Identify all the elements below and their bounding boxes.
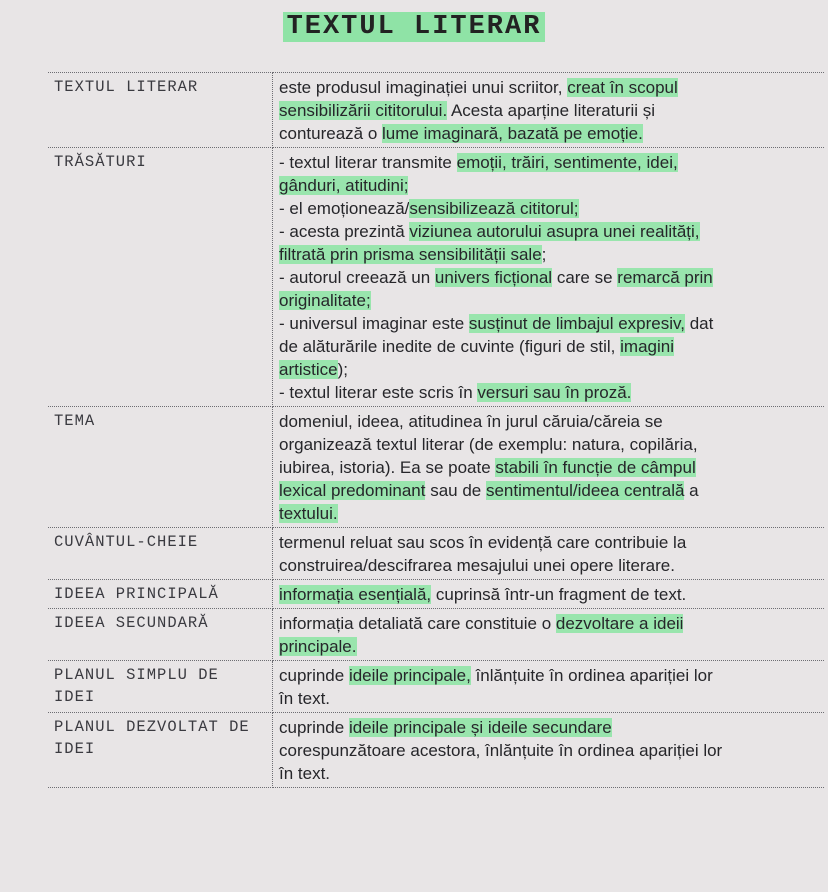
term-cell: TEXTUL LITERAR	[48, 73, 273, 148]
term-cell: TRĂSĂTURI	[48, 148, 273, 407]
table-row	[48, 661, 824, 713]
highlighted-text: principale.	[279, 637, 357, 656]
highlighted-text: stabili în funcție de câmpul	[495, 458, 696, 477]
text-segment: - textul literar este scris în	[279, 383, 478, 402]
text-segment: - textul literar transmite	[279, 153, 457, 172]
highlighted-text: susținut de limbajul expresiv,	[468, 314, 685, 333]
definition-cell	[273, 148, 825, 407]
definition-line	[279, 174, 820, 197]
definition-line	[279, 502, 820, 525]
definition-line	[279, 479, 820, 502]
text-segment: Acesta aparține literaturii și	[447, 101, 656, 120]
definition-line	[279, 716, 820, 739]
definition-line	[279, 433, 820, 456]
text-segment: - el emoționează/	[279, 199, 410, 218]
table-row	[48, 580, 824, 609]
highlighted-text: dezvoltare a ideii	[555, 614, 684, 633]
term-cell: PLANUL SIMPLU DE IDEI	[48, 661, 273, 713]
highlighted-text: textului.	[279, 504, 338, 523]
text-segment: - universul imaginar este	[279, 314, 469, 333]
definition-line	[279, 456, 820, 479]
text-segment: dat	[684, 314, 714, 333]
table-row	[48, 528, 824, 580]
definition-line	[279, 554, 820, 577]
table-row	[48, 148, 824, 407]
definition-line	[279, 335, 820, 358]
text-segment: construirea/descifrarea mesajului unei opere literare.	[279, 556, 675, 575]
definition-line	[279, 76, 820, 99]
highlighted-text: sentimentul/ideea centrală	[485, 481, 685, 500]
definition-line	[279, 762, 820, 785]
definition-line	[279, 197, 820, 220]
table-row	[48, 609, 824, 661]
definition-line	[279, 664, 820, 687]
text-segment: în text.	[279, 764, 331, 783]
text-segment: - acesta prezintă	[279, 222, 410, 241]
definition-line	[279, 220, 820, 243]
text-segment: care se	[552, 268, 618, 287]
definition-line	[279, 531, 820, 554]
definition-line	[279, 151, 820, 174]
term-cell: PLANUL DEZVOLTAT DE IDEI	[48, 713, 273, 788]
highlighted-text: filtrată prin prisma sensibilității sale	[279, 245, 542, 264]
definition-line	[279, 99, 820, 122]
text-segment: cuprinde	[279, 718, 349, 737]
text-segment: );	[337, 360, 348, 379]
definitions-table	[48, 72, 824, 788]
highlighted-text: remarcă prin	[617, 268, 713, 287]
definition-cell	[273, 661, 825, 713]
highlighted-text: ideile principale și ideile secundare	[348, 718, 612, 737]
definition-cell	[273, 580, 825, 609]
highlighted-text: lexical predominant	[279, 481, 426, 500]
term-cell: TEMA	[48, 407, 273, 528]
highlighted-text: univers ficțional	[434, 268, 553, 287]
text-segment: - autorul creează un	[279, 268, 435, 287]
definition-line	[279, 410, 820, 433]
definition-cell	[273, 407, 825, 528]
text-segment: sau de	[425, 481, 486, 500]
text-segment: înlănțuite în ordinea apariției lor	[470, 666, 713, 685]
text-segment: conturează o	[279, 124, 383, 143]
term-cell: CUVÂNTUL-CHEIE	[48, 528, 273, 580]
highlighted-text: ideile principale,	[348, 666, 471, 685]
definition-line	[279, 243, 820, 266]
definition-line	[279, 312, 820, 335]
text-segment: domeniul, ideea, atitudinea în jurul căruia/căreia se	[279, 412, 663, 431]
highlighted-text: sensibilizează cititorul;	[409, 199, 579, 218]
highlighted-text: lume imaginară, bazată pe emoție.	[382, 124, 643, 143]
title-text: TEXTUL LITERAR	[283, 12, 546, 42]
table-row	[48, 73, 824, 148]
definition-line	[279, 635, 820, 658]
highlighted-text: artistice	[279, 360, 338, 379]
definition-cell	[273, 528, 825, 580]
definition-line	[279, 381, 820, 404]
definition-line	[279, 358, 820, 381]
text-segment: iubirea, istoria). Ea se poate	[279, 458, 496, 477]
definition-cell	[273, 713, 825, 788]
highlighted-text: informația esențială,	[279, 585, 432, 604]
text-segment: este produsul imaginației unui scriitor,	[279, 78, 568, 97]
text-segment: a	[684, 481, 699, 500]
highlighted-text: imagini	[620, 337, 674, 356]
highlighted-text: versuri sau în proză.	[477, 383, 632, 402]
definition-line	[279, 289, 820, 312]
table-row	[48, 713, 824, 788]
highlighted-text: creat în scopul	[567, 78, 678, 97]
definition-cell	[273, 73, 825, 148]
text-segment: ;	[541, 245, 547, 264]
highlighted-text: emoții, trăiri, sentimente, idei,	[456, 153, 678, 172]
definition-line	[279, 583, 820, 606]
text-segment: informația detaliată care constituie o	[279, 614, 556, 633]
text-segment: corespunzătoare acestora, înlănțuite în ordinea apariției lor	[279, 741, 723, 760]
highlighted-text: sensibilizării cititorului.	[279, 101, 448, 120]
definition-line	[279, 612, 820, 635]
text-segment: organizează textul literar (de exemplu: natura, copilăria,	[279, 435, 698, 454]
definition-line	[279, 739, 820, 762]
table-row	[48, 407, 824, 528]
definition-line	[279, 122, 820, 145]
page-title	[0, 12, 828, 42]
highlighted-text: originalitate;	[279, 291, 371, 310]
term-cell: IDEEA PRINCIPALĂ	[48, 580, 273, 609]
text-segment: cuprinde	[279, 666, 349, 685]
highlighted-text: gânduri, atitudini;	[279, 176, 409, 195]
highlighted-text: viziunea autorului asupra unei realități,	[409, 222, 700, 241]
definition-line	[279, 687, 820, 710]
definition-line	[279, 266, 820, 289]
text-segment: de alăturările inedite de cuvinte (figuri de stil,	[279, 337, 621, 356]
term-cell: IDEEA SECUNDARĂ	[48, 609, 273, 661]
text-segment: cuprinsă într-un fragment de text.	[431, 585, 687, 604]
text-segment: în text.	[279, 689, 331, 708]
definition-cell	[273, 609, 825, 661]
text-segment: termenul reluat sau scos în evidență care contribuie la	[279, 533, 687, 552]
